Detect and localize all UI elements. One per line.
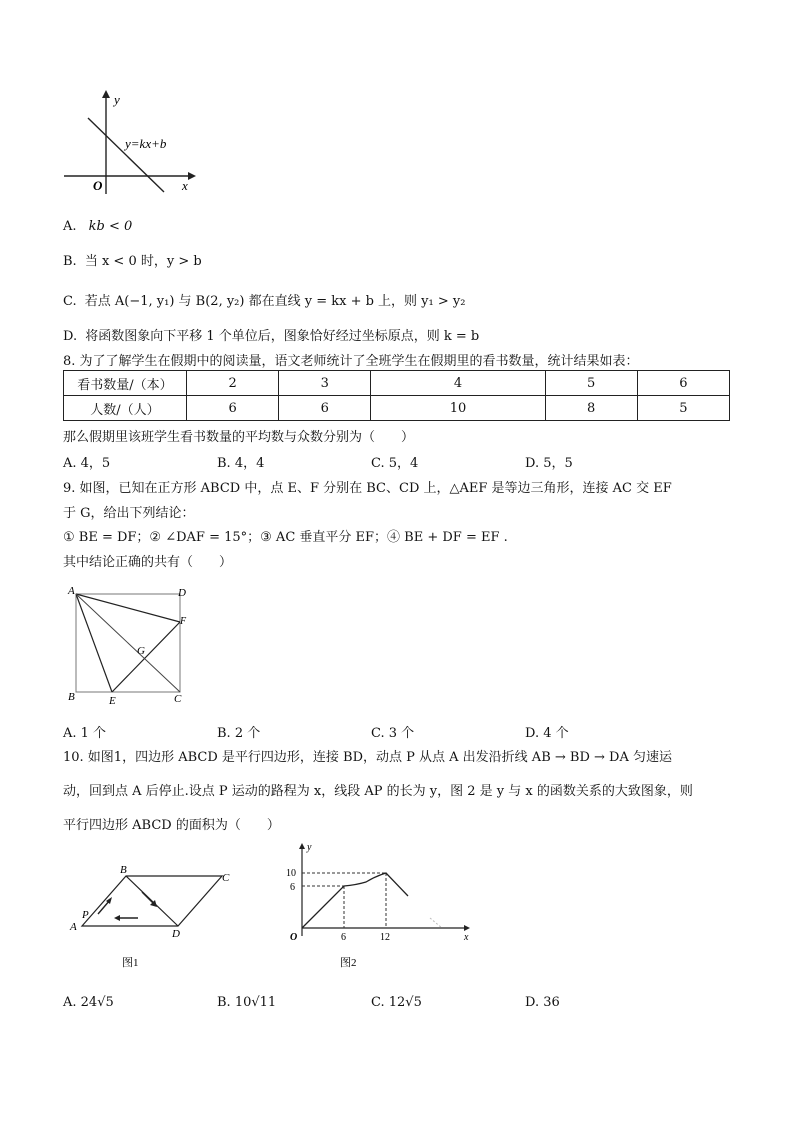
label-g: G <box>137 645 145 657</box>
table-cell: 5 <box>545 371 637 396</box>
option-text: 将函数图象向下平移 1 个单位后，图象恰好经过坐标原点，则 k = b <box>85 329 480 344</box>
q10-figure2 <box>280 840 480 972</box>
table-row <box>64 371 730 396</box>
q9-option-c: C. 3 个 <box>371 726 415 741</box>
option-text: 当 x < 0 时，y > b <box>84 254 202 269</box>
x-axis-label: x <box>182 178 188 193</box>
option-text: kb < 0 <box>88 219 133 234</box>
q9-line1: 9. 如图，已知在正方形 ABCD 中，点 E、F 分别在 BC、CD 上，△AEF 是等边三角形，连接 AC 交 EF <box>63 481 672 496</box>
table-cell: 10 <box>371 396 545 421</box>
arrow-da-head <box>114 915 120 921</box>
q7-option-b <box>63 250 202 269</box>
table-cell: 6 <box>279 396 371 421</box>
q7-graph <box>60 88 200 198</box>
table-cell: 6 <box>637 371 729 396</box>
q7-option-c <box>63 290 465 309</box>
q8-option-d: D. 5，5 <box>525 456 573 471</box>
x-tick-6: 6 <box>341 932 346 943</box>
function-curve <box>302 873 408 928</box>
q8-question: 那么假期里该班学生看书数量的平均数与众数分别为（ ） <box>63 430 415 445</box>
q9-line3: ① BE = DF；② ∠DAF = 15°；③ AC 垂直平分 EF；④ BE + DF = EF . <box>63 530 508 545</box>
table-header-cell: 看书数量/（本） <box>64 371 187 396</box>
y-axis-arrow <box>299 843 305 849</box>
arrow-bd <box>142 892 154 904</box>
origin-label: O <box>93 178 103 193</box>
label-a: A <box>68 585 75 597</box>
q10-option-b: B. 10√11 <box>217 995 277 1010</box>
label-b: B <box>120 864 127 876</box>
y-axis-label: y <box>114 92 120 107</box>
table-cell: 2 <box>187 371 279 396</box>
function-tail <box>430 918 442 928</box>
label-d: D <box>178 587 186 599</box>
line-label: y=kx+b <box>125 136 167 151</box>
segment-af <box>76 594 180 622</box>
y-axis-label: y <box>307 842 312 853</box>
table-cell: 6 <box>187 396 279 421</box>
label-c: C <box>222 872 230 884</box>
table-cell: 8 <box>545 396 637 421</box>
label-p: P <box>82 909 89 921</box>
option-text: 若点 A(−1, y₁) 与 B(2, y₂) 都在直线 y = kx + b 上，则 y₁ > y₂ <box>84 294 466 309</box>
x-tick-12: 12 <box>380 932 390 943</box>
option-letter: D. <box>63 329 78 344</box>
segment-ef <box>112 622 180 692</box>
figure-caption: 图1 <box>122 957 139 969</box>
figure-caption: 图2 <box>340 957 357 969</box>
segment-ae <box>76 594 112 692</box>
y-tick-10: 10 <box>286 868 296 879</box>
q8-table <box>63 370 730 421</box>
table-row <box>64 396 730 421</box>
option-letter: C. <box>63 294 77 309</box>
label-f: F <box>180 616 187 627</box>
q9-figure <box>62 582 192 708</box>
q9-option-d: D. 4 个 <box>525 726 569 741</box>
label-b: B <box>68 691 75 703</box>
diagonal-ac <box>76 594 180 692</box>
q8-option-c: C. 5，4 <box>371 456 419 471</box>
label-e: E <box>109 695 116 707</box>
q9-option-b: B. 2 个 <box>217 726 261 741</box>
x-axis-label: x <box>464 932 469 943</box>
q10-option-a: A. 24√5 <box>63 995 114 1010</box>
q10-line3: 平行四边形 ABCD 的面积为（ ） <box>63 818 280 833</box>
origin-label: O <box>290 932 298 943</box>
q10-figure1 <box>62 862 242 972</box>
table-header-cell: 人数/（人） <box>64 396 187 421</box>
q10-line2: 动，回到点 A 后停止.设点 P 运动的路程为 x，线段 AP 的长为 y，图 2 是 y 与 x 的函数关系的大致图象，则 <box>63 784 693 799</box>
q8-option-b: B. 4，4 <box>217 456 265 471</box>
q8-option-a: A. 4，5 <box>63 456 111 471</box>
table-cell: 4 <box>371 371 545 396</box>
label-c: C <box>174 693 182 705</box>
q7-option-d <box>63 325 479 344</box>
y-axis-arrow <box>102 90 110 98</box>
q7-option-a <box>63 219 132 234</box>
q9-line4: 其中结论正确的共有（ ） <box>63 555 233 570</box>
x-axis-arrow <box>464 925 470 931</box>
q10-option-d: D. 36 <box>525 995 560 1010</box>
q9-option-a: A. 1 个 <box>63 726 107 741</box>
q8-stem: 8. 为了了解学生在假期中的阅读量，语文老师统计了全班学生在假期里的看书数量，统计结果如表： <box>63 354 639 369</box>
q10-line1: 10. 如图1，四边形 ABCD 是平行四边形，连接 BD，动点 P 从点 A 出发沿折线 AB → BD → DA 匀速运 <box>63 750 672 765</box>
option-letter: A. <box>63 219 77 234</box>
x-axis-arrow <box>188 172 196 180</box>
label-d: D <box>172 928 180 940</box>
y-tick-6: 6 <box>290 882 295 893</box>
q9-line2: 于 G，给出下列结论： <box>63 506 195 521</box>
q10-option-c: C. 12√5 <box>371 995 422 1010</box>
table-cell: 3 <box>279 371 371 396</box>
table-cell: 5 <box>637 396 729 421</box>
label-a: A <box>70 921 77 933</box>
option-letter: B. <box>63 254 77 269</box>
